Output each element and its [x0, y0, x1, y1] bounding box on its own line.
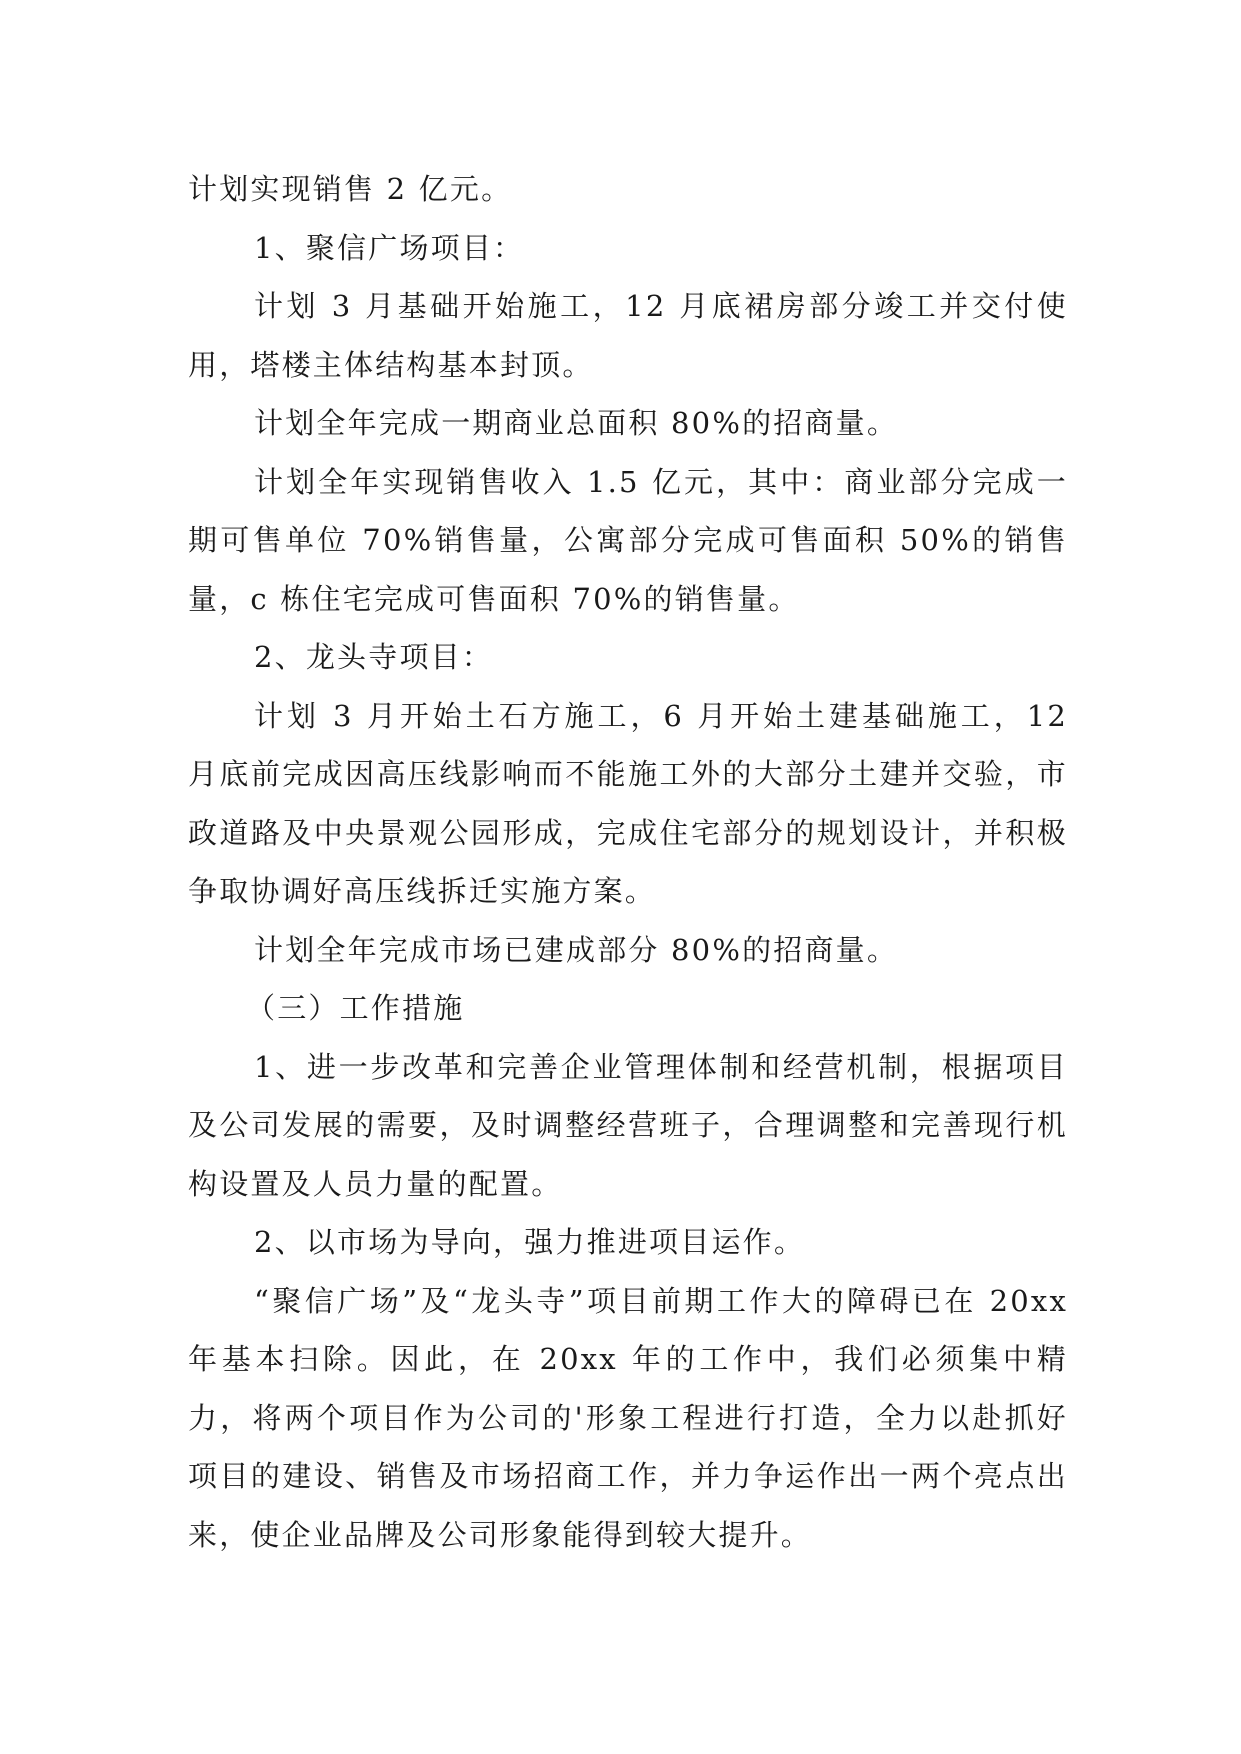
paragraph-longtousi-leasing: 计划全年完成市场已建成部分 80%的招商量。: [254, 932, 899, 967]
paragraph-juxin-leasing: 计划全年完成一期商业总面积 80%的招商量。: [254, 406, 899, 440]
document-page: [188, 160, 1068, 1564]
paragraph-juxin-heading: 1、聚信广场项目：: [254, 230, 525, 265]
section-heading-measures: （三）工作措施: [246, 991, 465, 1025]
paragraph-measure-1: 1、进一步改革和完善企业管理体制和经营机制，根据项目及公司发展的需要，及时调整经营班子，合理调整和完善现行机构设置及人员力量的配置。: [188, 1049, 1068, 1201]
paragraph-measure-2: 2、以市场为导向，强力推进项目运作。: [254, 1225, 806, 1259]
paragraph-measure-2-detail: “聚信广场”及“龙头寺”项目前期工作大的障碍已在 20xx 年基本扫除。因此，在 20xx 年的工作中，我们必须集中精力，将两个项目作为公司的'形象工程进行打造，全力以赴抓好项目的建设、销售及市场招商工作，并力争运作出一两个亮点出来，使企业品牌及公司形象能得到较大提升。: [188, 1283, 1068, 1552]
paragraph-juxin-sales: 计划全年实现销售收入 1.5 亿元，其中：商业部分完成一期可售单位 70%销售量，公寓部分完成可售面积 50%的销售量，c 栋住宅完成可售面积 70%的销售量。: [188, 464, 1068, 616]
paragraph-longtousi-heading: 2、龙头寺项目：: [254, 640, 494, 674]
paragraph-longtousi-construction: 计划 3 月开始土石方施工，6 月开始土建基础施工，12 月底前完成因高压线影响而不能施工外的大部分土建并交验，市政道路及中央景观公园形成，完成住宅部分的规划设计，并积极争取协调好高压线拆迁实施方案。: [188, 698, 1068, 908]
paragraph-juxin-construction: 计划 3 月基础开始施工，12 月底裙房部分竣工并交付使用，塔楼主体结构基本封顶。: [188, 289, 1068, 382]
paragraph-sales-target: 计划实现销售 2 亿元。: [188, 172, 513, 206]
